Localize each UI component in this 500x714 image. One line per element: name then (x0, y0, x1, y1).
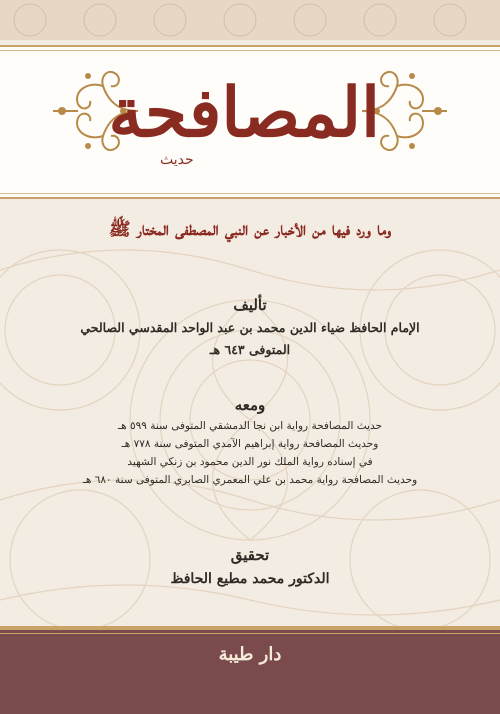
contents-line: حديث المصافحة رواية ابن نجا الدمشقي المتوفى سنة ٥٩٩ هـ (118, 420, 382, 432)
contents-line: وحديث المصافحة رواية محمد بن علي المعمري الصابري المتوفى سنة ٦٨٠ هـ (82, 474, 418, 486)
top-pattern (0, 0, 500, 40)
divider (0, 50, 500, 51)
bottom-band (0, 626, 500, 714)
gold-stripe (0, 633, 500, 634)
divider (0, 193, 500, 194)
editor-name: الدكتور محمد مطيع الحافظ (170, 571, 330, 587)
edited-label: تحقيق (230, 546, 270, 564)
author-name: الإمام الحافظ ضياء الدين محمد بن عبد الواحد المقدسي الصالحي (80, 320, 420, 335)
contents-line: وحديث المصافحة رواية إبراهيم الآمدي المتوفى سنة ٧٧٨ هـ (121, 438, 379, 450)
book-subtitle: وما ورد فيها من الأخبار عن النبي المصطفى المختار ﷺ (108, 219, 392, 240)
authorship-label: تأليف (233, 296, 267, 314)
book-title: المصافحة (108, 73, 380, 153)
author-death: المتوفى ٦٤٣ هـ (209, 342, 291, 357)
gold-stripe (0, 626, 500, 630)
contents-line: في إسناده رواية الملك نور الدين محمود بن زنكي الشهيد (127, 456, 373, 468)
top-band (0, 0, 500, 40)
title-subword: حديث (160, 152, 194, 168)
with-label: ومعه (234, 396, 266, 414)
publisher-name: دار طيبة (218, 644, 282, 665)
